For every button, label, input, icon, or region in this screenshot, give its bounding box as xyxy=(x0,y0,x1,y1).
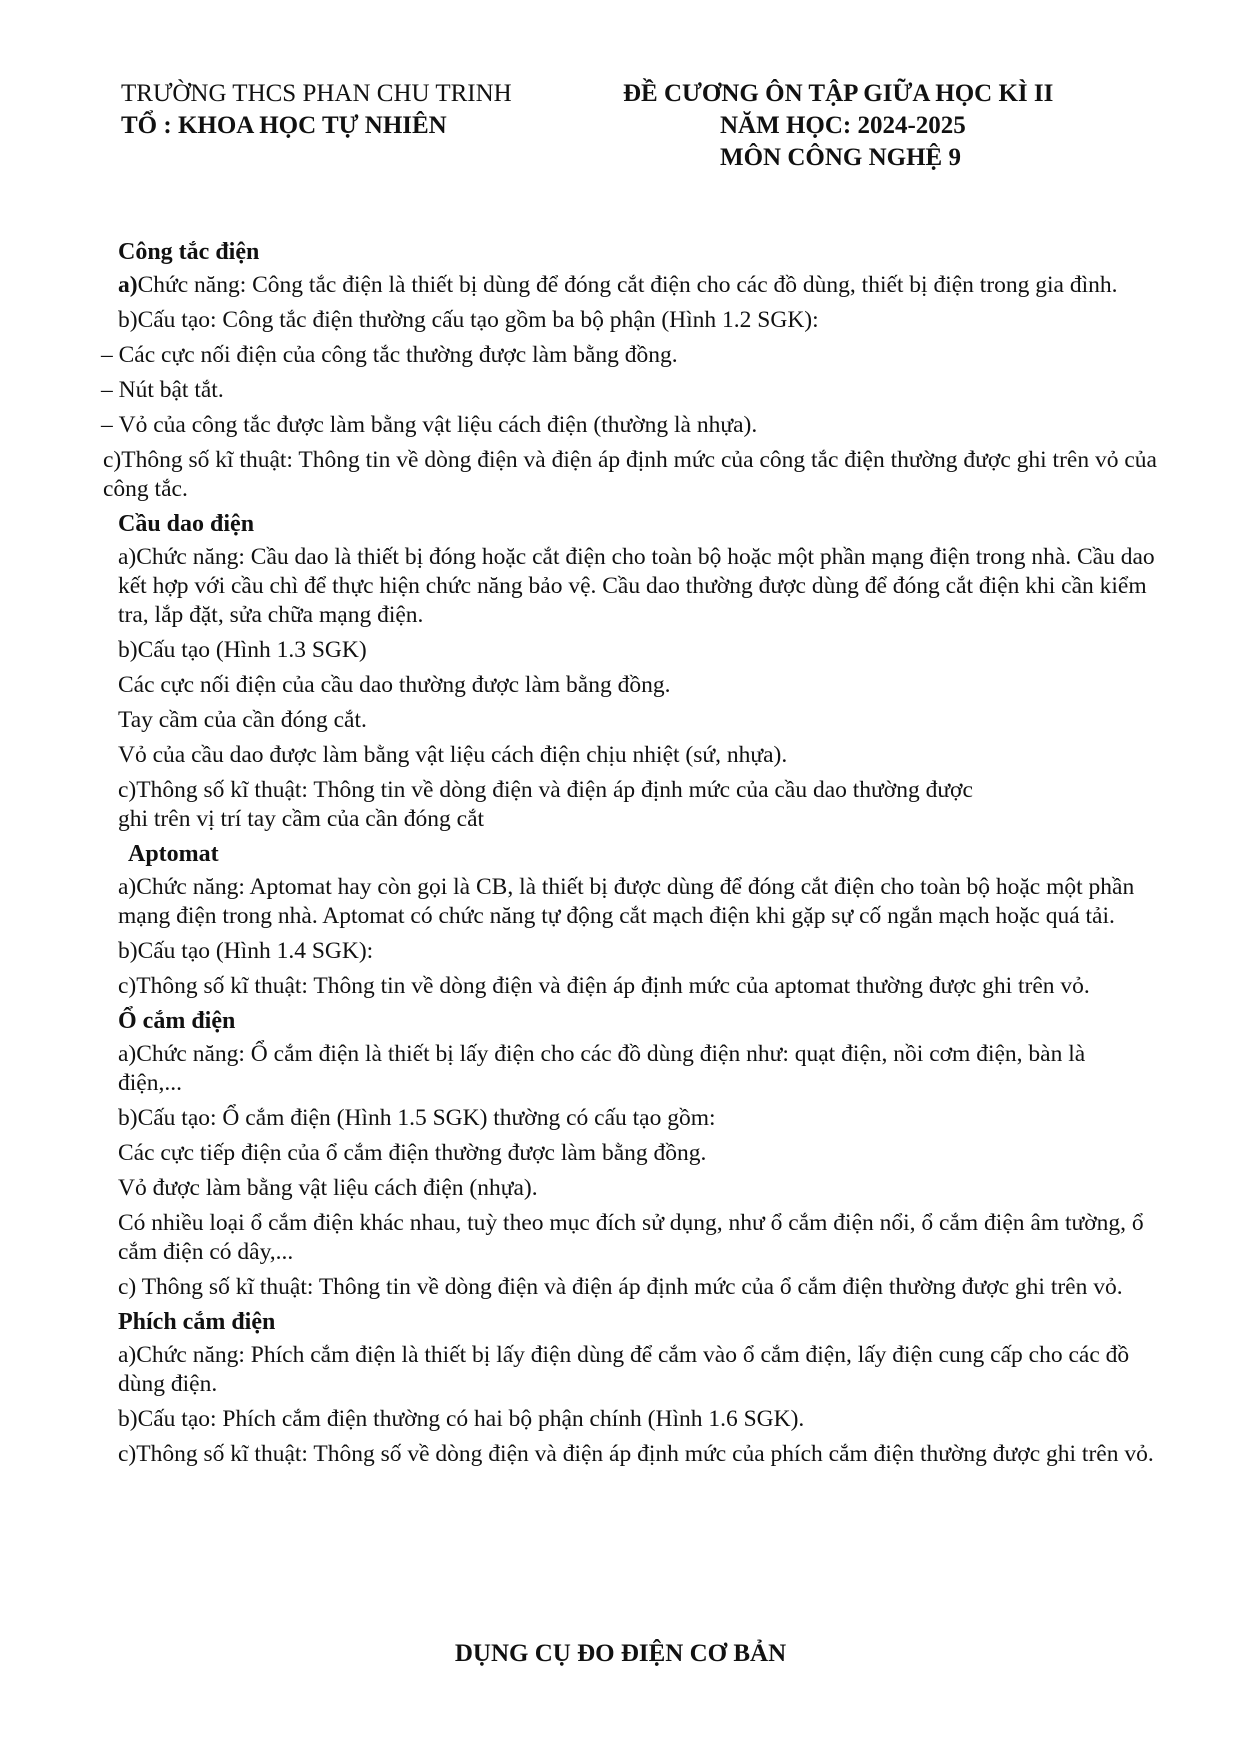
section-heading-socket: Ổ cắm điện xyxy=(118,1008,236,1034)
circuit-breaker-function: a)Chức năng: Aptomat hay còn gọi là CB, là thiết bị được dùng để đóng cắt điện cho toàn bộ hoặc một phần mạng điện trong nhà. Aptomat có chức năng tự động cắt mạch điện khi gặp sự cố ngắn mạch hoặc quá tải. xyxy=(118,874,1135,929)
knife-switch-structure: b)Cấu tạo (Hình 1.3 SGK) xyxy=(118,637,367,663)
switch-specs: c)Thông số kĩ thuật: Thông tin về dòng điện và điện áp định mức của công tắc điện thường được ghi trên vỏ của công tắc. xyxy=(103,447,1157,502)
knife-switch-function: a)Chức năng: Cầu dao là thiết bị đóng hoặc cắt điện cho toàn bộ hoặc một phần mạng điện trong nhà. Cầu dao kết hợp với cầu chì để thực hiện chức năng bảo vệ. Cầu dao thường được dùng để đóng cắt điện khi cần kiểm tra, lắp đặt, sửa chữa mạng điện. xyxy=(118,544,1155,628)
socket-structure: b)Cấu tạo: Ổ cắm điện (Hình 1.5 SGK) thường có cấu tạo gồm: xyxy=(118,1105,716,1131)
school-name: TRƯỜNG THCS PHAN CHU TRINH xyxy=(121,80,512,107)
plug-function: a)Chức năng: Phích cắm điện là thiết bị lấy điện dùng để cắm vào ổ cắm điện, lấy điện cung cấp cho các đồ dùng điện. xyxy=(118,1342,1130,1397)
knife-switch-part-item: Vỏ của cầu dao được làm bằng vật liệu cách điện chịu nhiệt (sứ, nhựa). xyxy=(118,742,788,768)
socket-function: a)Chức năng: Ổ cắm điện là thiết bị lấy điện cho các đồ dùng điện như: quạt điện, nồi cơm điện, bàn là điện,... xyxy=(118,1041,1086,1096)
socket-part-item: Các cực tiếp điện của ổ cắm điện thường được làm bằng đồng. xyxy=(118,1140,707,1166)
knife-switch-specs: c)Thông số kĩ thuật: Thông tin về dòng điện và điện áp định mức của cầu dao thường được ghi trên vị trí tay cầm của cần đóng cắt xyxy=(118,777,973,832)
subject-title: MÔN CÔNG NGHỆ 9 xyxy=(720,144,961,171)
socket-specs: c) Thông số kĩ thuật: Thông tin về dòng điện và điện áp định mức của ổ cắm điện thường được ghi trên vỏ. xyxy=(118,1274,1123,1300)
knife-switch-part-item: Các cực nối điện của cầu dao thường được làm bằng đồng. xyxy=(118,672,671,698)
circuit-breaker-structure: b)Cấu tạo (Hình 1.4 SGK): xyxy=(118,938,374,964)
section-heading-circuit-breaker: Aptomat xyxy=(128,841,219,867)
switch-part-item: – Vỏ của công tắc được làm bằng vật liệu cách điện (thường là nhựa). xyxy=(101,411,1173,440)
knife-switch-part-item: Tay cầm của cần đóng cắt. xyxy=(118,707,367,733)
switch-part-item: – Nút bật tắt. xyxy=(101,376,1173,405)
socket-part-item: Có nhiều loại ổ cắm điện khác nhau, tuỳ theo mục đích sử dụng, như ổ cắm điện nổi, ổ cắm điện âm tường, ổ cắm điện có dây,... xyxy=(118,1210,1144,1265)
plug-specs: c)Thông số kĩ thuật: Thông số về dòng điện và điện áp định mức của phích cắm điện thường được ghi trên vỏ. xyxy=(118,1441,1154,1467)
switch-part-item: – Các cực nối điện của công tắc thường được làm bằng đồng. xyxy=(101,341,1173,370)
section-heading-knife-switch: Cầu dao điện xyxy=(118,511,255,537)
switch-structure: b)Cấu tạo: Công tắc điện thường cấu tạo gồm ba bộ phận (Hình 1.2 SGK): xyxy=(118,307,819,333)
switch-function xyxy=(118,271,1173,300)
section-heading-plug: Phích cắm điện xyxy=(118,1309,276,1335)
section-heading-switch: Công tắc điện xyxy=(118,239,260,265)
next-section-title: DỤNG CỤ ĐO ĐIỆN CƠ BẢN xyxy=(454,1640,787,1667)
switch-function-label: a) xyxy=(118,272,138,298)
department-name: TỔ : KHOA HỌC TỰ NHIÊN xyxy=(121,112,447,139)
plug-structure: b)Cấu tạo: Phích cắm điện thường có hai bộ phận chính (Hình 1.6 SGK). xyxy=(118,1406,805,1432)
switch-function-text: Chức năng: Công tắc điện là thiết bị dùng để đóng cắt điện cho các đồ dùng, thiết bị điện trong gia đình. xyxy=(137,272,1118,298)
school-year: NĂM HỌC: 2024-2025 xyxy=(720,112,966,139)
socket-part-item: Vỏ được làm bằng vật liệu cách điện (nhựa). xyxy=(118,1175,538,1201)
circuit-breaker-specs: c)Thông số kĩ thuật: Thông tin về dòng điện và điện áp định mức của aptomat thường được ghi trên vỏ. xyxy=(118,973,1090,999)
document-title: ĐỀ CƯƠNG ÔN TẬP GIỮA HỌC KÌ II xyxy=(623,80,1054,107)
document-body xyxy=(103,233,1173,1475)
